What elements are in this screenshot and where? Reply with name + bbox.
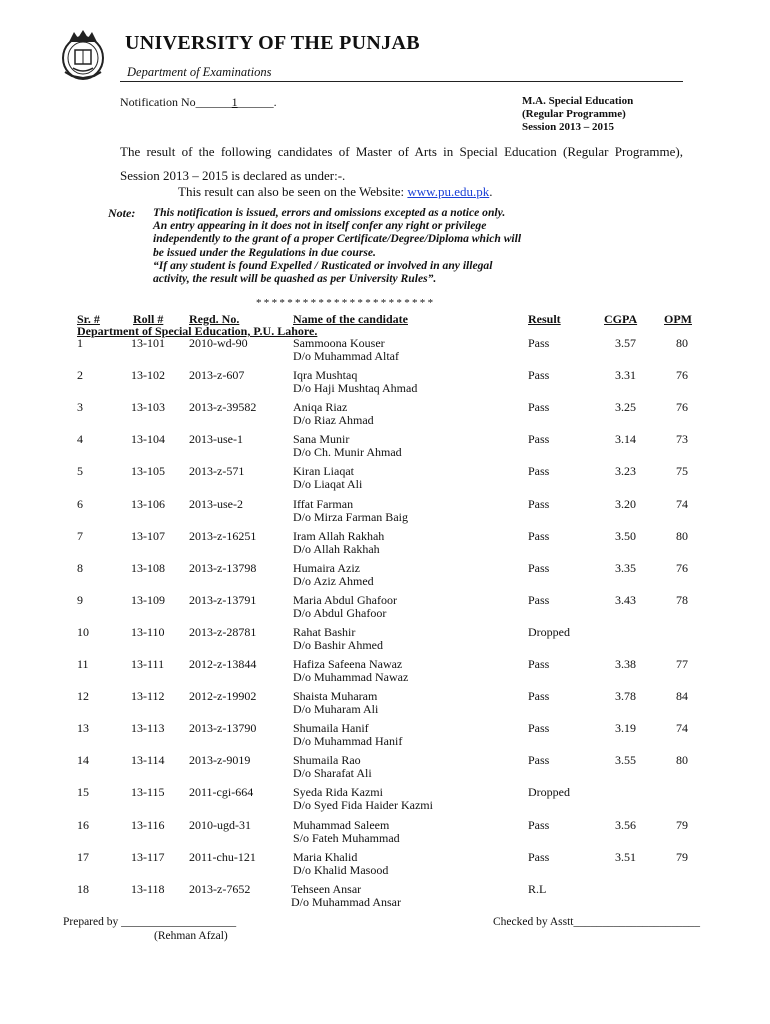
cell-opm: 78 [676, 592, 688, 607]
cell-result: Pass [528, 657, 550, 671]
course-info [522, 95, 633, 134]
cell-result: Pass [528, 496, 550, 511]
table-row [0, 337, 770, 367]
cell-result: R.L [528, 881, 547, 896]
cell-name [293, 722, 402, 748]
cell-sr: 11 [77, 657, 89, 671]
cell-opm: 80 [676, 753, 688, 768]
candidate-parent: D/o Abdul Ghafoor [293, 605, 387, 620]
cell-sr: 12 [77, 689, 89, 704]
cell-cgpa: 3.14 [615, 432, 636, 447]
university-title: UNIVERSITY OF THE PUNJAB [125, 32, 420, 54]
candidate-name: Hafiza Safeena Nawaz [293, 657, 403, 671]
cell-opm: 80 [676, 528, 688, 543]
header-divider [120, 81, 683, 82]
table-row [0, 401, 770, 431]
cell-regd: 2013-z-13790 [189, 721, 257, 736]
cell-regd: 2013-z-13791 [189, 592, 257, 607]
candidate-name: Shaista Muharam [293, 689, 378, 704]
cell-sr: 9 [77, 592, 83, 607]
table-row [0, 690, 770, 720]
candidate-name: Maria Khalid [293, 849, 358, 864]
cell-roll: 13-114 [131, 753, 165, 768]
cell-regd: 2013-z-7652 [189, 881, 251, 896]
cell-name [293, 594, 397, 620]
notification-prefix: Notification No______ [120, 95, 232, 109]
checked-by: Checked by Asstt______________________ [493, 916, 700, 928]
cell-cgpa: 3.51 [615, 849, 636, 864]
cell-sr: 5 [77, 464, 83, 479]
cell-result: Pass [528, 849, 550, 864]
header-result: Result [528, 312, 561, 326]
cell-result: Pass [528, 817, 550, 832]
table-row [0, 722, 770, 752]
cell-name [293, 369, 417, 395]
table-row [0, 562, 770, 592]
cell-opm: 76 [676, 400, 688, 415]
cell-name [293, 658, 408, 684]
cell-opm: 73 [676, 432, 688, 447]
cell-regd: 2010-wd-90 [189, 336, 248, 350]
cell-name [291, 883, 401, 909]
prepared-name: (Rehman Afzal) [154, 930, 228, 942]
candidate-parent: D/o Sharafat Ali [293, 766, 372, 781]
candidate-parent: D/o Liaqat Ali [293, 477, 363, 492]
table-row [0, 530, 770, 560]
candidate-name: Iffat Farman [293, 496, 354, 511]
cell-sr: 6 [77, 496, 83, 511]
cell-result: Pass [528, 432, 550, 447]
candidate-name: Kiran Liaqat [293, 464, 354, 479]
candidate-name: Tehseen Ansar [291, 881, 362, 896]
cell-opm: 77 [676, 657, 688, 671]
cell-sr: 17 [77, 849, 89, 864]
cell-sr: 10 [77, 624, 89, 639]
cell-sr: 4 [77, 432, 83, 447]
table-row [0, 594, 770, 624]
cell-cgpa: 3.78 [615, 689, 636, 704]
cell-roll: 13-116 [131, 817, 165, 832]
candidate-parent: D/o Aziz Ahmed [293, 573, 374, 588]
cell-roll: 13-102 [131, 368, 165, 383]
candidate-parent: D/o Mirza Farman Baig [293, 509, 408, 524]
cell-name [293, 754, 372, 780]
cell-name [293, 851, 388, 877]
cell-sr: 3 [77, 400, 83, 415]
cell-cgpa: 3.38 [615, 657, 636, 671]
cell-regd: 2013-z-39582 [189, 400, 257, 415]
table-row [0, 465, 770, 495]
header-sr: Sr. # [77, 312, 100, 326]
cell-name [293, 530, 384, 556]
course-session: Session 2013 – 2015 [522, 121, 614, 133]
candidate-name: Shumaila Rao [293, 753, 361, 768]
candidate-name: Aniqa Riaz [293, 400, 348, 415]
cell-roll: 13-104 [131, 432, 165, 447]
website-suffix: . [489, 184, 493, 199]
candidate-parent: D/o Allah Rakhah [293, 541, 380, 556]
note-label: Note: [108, 206, 136, 220]
cell-opm: 79 [676, 849, 688, 864]
table-row [0, 851, 770, 881]
table-row [0, 658, 770, 688]
cell-cgpa: 3.56 [615, 817, 636, 832]
candidate-name: Maria Abdul Ghafoor [293, 592, 397, 607]
candidate-name: Syeda Rida Kazmi [293, 785, 383, 800]
cell-sr: 2 [77, 368, 83, 383]
cell-sr: 14 [77, 753, 89, 768]
department-name: Department of Examinations [127, 65, 272, 79]
cell-regd: 2012-z-19902 [189, 689, 257, 704]
cell-cgpa: 3.50 [615, 528, 636, 543]
candidate-parent: D/o Khalid Masood [293, 862, 389, 877]
cell-roll: 13-118 [131, 881, 165, 896]
header-opm: OPM [664, 312, 692, 326]
candidate-name: Sana Munir [293, 432, 350, 447]
table-row [0, 433, 770, 463]
cell-regd: 2013-z-9019 [189, 753, 251, 768]
cell-opm: 84 [676, 689, 688, 704]
cell-roll: 13-107 [131, 528, 165, 543]
cell-roll: 13-103 [131, 400, 165, 415]
cell-name [293, 401, 374, 427]
cell-name [293, 786, 433, 812]
cell-roll: 13-101 [131, 336, 165, 350]
cell-result: Pass [528, 721, 550, 736]
cell-roll: 13-111 [131, 657, 165, 671]
note-line: activity, the result will be quashed as per University Rules”. [153, 272, 437, 286]
candidate-name: Rahat Bashir [293, 624, 356, 639]
table-row [0, 786, 770, 816]
candidate-parent: D/o Muhammad Nawaz [293, 670, 409, 684]
note-line: An entry appearing in it does not in itself confer any right or privilege [153, 219, 487, 233]
cell-roll: 13-117 [131, 849, 165, 864]
header-cgpa: CGPA [604, 312, 638, 326]
note-line: This notification is issued, errors and omissions excepted as a notice only. [153, 206, 506, 219]
course-name: M.A. Special Education [522, 95, 634, 107]
cell-name [293, 433, 402, 459]
candidate-name: Humaira Aziz [293, 560, 360, 575]
cell-opm: 80 [676, 336, 688, 350]
candidate-parent: D/o Bashir Ahmed [293, 637, 383, 652]
candidate-name: Sammoona Kouser [293, 336, 385, 350]
cell-regd: 2010-ugd-31 [189, 817, 251, 832]
cell-regd: 2013-z-16251 [189, 528, 257, 543]
cell-result: Pass [528, 336, 550, 350]
cell-roll: 13-105 [131, 464, 165, 479]
cell-regd: 2013-z-28781 [189, 624, 257, 639]
candidate-parent: D/o Ch. Munir Ahmad [293, 445, 402, 460]
cell-roll: 13-115 [131, 785, 165, 800]
candidate-parent: D/o Riaz Ahmad [293, 413, 374, 428]
table-row [0, 883, 770, 913]
candidate-parent: D/o Haji Mushtaq Ahmad [293, 381, 418, 396]
cell-name [293, 690, 378, 716]
header-name: Name of the candidate [293, 312, 408, 326]
candidate-name: Shumaila Hanif [293, 721, 369, 736]
note-line: independently to the grant of a proper Certificate/Degree/Diploma which will [153, 232, 522, 246]
cell-cgpa: 3.20 [615, 496, 636, 511]
cell-roll: 13-109 [131, 592, 165, 607]
cell-opm: 76 [676, 368, 688, 383]
cell-regd: 2013-use-1 [189, 432, 243, 447]
header-roll: Roll # [133, 312, 164, 326]
cell-name [293, 819, 400, 845]
cell-roll: 13-112 [131, 689, 165, 704]
cell-cgpa: 3.57 [615, 336, 636, 350]
cell-sr: 16 [77, 817, 89, 832]
cell-name [293, 626, 383, 652]
cell-name [293, 337, 399, 363]
cell-opm: 76 [676, 560, 688, 575]
notification-number [120, 95, 277, 110]
notification-value: 1 [231, 95, 238, 109]
candidate-parent: D/o Syed Fida Haider Kazmi [293, 798, 433, 813]
candidate-parent: D/o Muhammad Ansar [291, 894, 401, 909]
cell-cgpa: 3.35 [615, 560, 636, 575]
separator: *********************** [256, 297, 436, 309]
candidate-parent: D/o Muhammad Altaf [293, 349, 399, 363]
university-logo [60, 28, 106, 82]
cell-result: Pass [528, 464, 550, 479]
cell-sr: 13 [77, 721, 89, 736]
candidate-name: Muhammad Saleem [293, 817, 390, 832]
cell-result: Pass [528, 560, 550, 575]
cell-roll: 13-113 [131, 721, 165, 736]
website-prefix: This result can also be seen on the Website: [178, 184, 408, 199]
cell-opm: 74 [676, 496, 688, 511]
candidate-parent: D/o Muhammad Hanif [293, 734, 403, 749]
cell-sr: 15 [77, 785, 89, 800]
cell-result: Dropped [528, 624, 570, 639]
table-row [0, 369, 770, 399]
website-link[interactable]: www.pu.edu.pk [407, 184, 490, 199]
cell-cgpa: 3.23 [615, 464, 636, 479]
cell-roll: 13-110 [131, 624, 165, 639]
cell-cgpa: 3.25 [615, 400, 636, 415]
prepared-by: Prepared by ____________________ [63, 916, 237, 928]
cell-result: Pass [528, 368, 550, 383]
cell-regd: 2011-chu-121 [189, 849, 256, 864]
cell-regd: 2013-z-571 [189, 464, 245, 479]
candidate-parent: D/o Muharam Ali [293, 702, 379, 717]
table-row [0, 754, 770, 784]
cell-result: Pass [528, 753, 550, 768]
note-line: “If any student is found Expelled / Rusticated or involved in any illegal [153, 258, 493, 272]
cell-result: Pass [528, 528, 550, 543]
cell-name [293, 465, 362, 491]
cell-opm: 74 [676, 721, 688, 736]
cell-roll: 13-106 [131, 496, 165, 511]
cell-cgpa: 3.43 [615, 592, 636, 607]
notification-suffix: ______. [237, 95, 277, 109]
cell-opm: 79 [676, 817, 688, 832]
note-text [153, 206, 635, 285]
cell-regd: 2013-use-2 [189, 496, 243, 511]
cell-cgpa: 3.55 [615, 753, 636, 768]
cell-sr: 1 [77, 336, 83, 350]
cell-opm: 75 [676, 464, 688, 479]
candidate-name: Iqra Mushtaq [293, 368, 358, 383]
cell-cgpa: 3.31 [615, 368, 636, 383]
intro-paragraph: The result of the following candidates of Master of Arts in Special Education (Regular Programme), Session 2013 – 2015 is declared as under:-. [120, 144, 683, 183]
cell-result: Dropped [528, 785, 570, 800]
cell-result: Pass [528, 400, 550, 415]
cell-regd: 2013-z-13798 [189, 560, 257, 575]
cell-name [293, 562, 374, 588]
cell-cgpa: 3.19 [615, 721, 636, 736]
candidate-name: Iram Allah Rakhah [293, 528, 385, 543]
cell-name [293, 498, 408, 524]
cell-sr: 8 [77, 560, 83, 575]
cell-regd: 2013-z-607 [189, 368, 245, 383]
website-line [178, 184, 493, 200]
cell-regd: 2011-cgi-664 [189, 785, 254, 800]
table-row [0, 819, 770, 849]
department-line: Department of Special Education, P.U. Lahore. [77, 324, 318, 338]
cell-roll: 13-108 [131, 560, 165, 575]
candidate-parent: S/o Fateh Muhammad [293, 830, 400, 845]
note-line: be issued under the Regulations in due course. [153, 245, 376, 259]
cell-sr: 7 [77, 528, 83, 543]
cell-result: Pass [528, 592, 550, 607]
header-regd: Regd. No. [189, 312, 240, 326]
cell-result: Pass [528, 689, 550, 704]
cell-regd: 2012-z-13844 [189, 657, 257, 671]
table-row [0, 498, 770, 528]
cell-sr: 18 [77, 881, 89, 896]
table-row [0, 626, 770, 656]
course-programme: (Regular Programme) [522, 108, 626, 120]
